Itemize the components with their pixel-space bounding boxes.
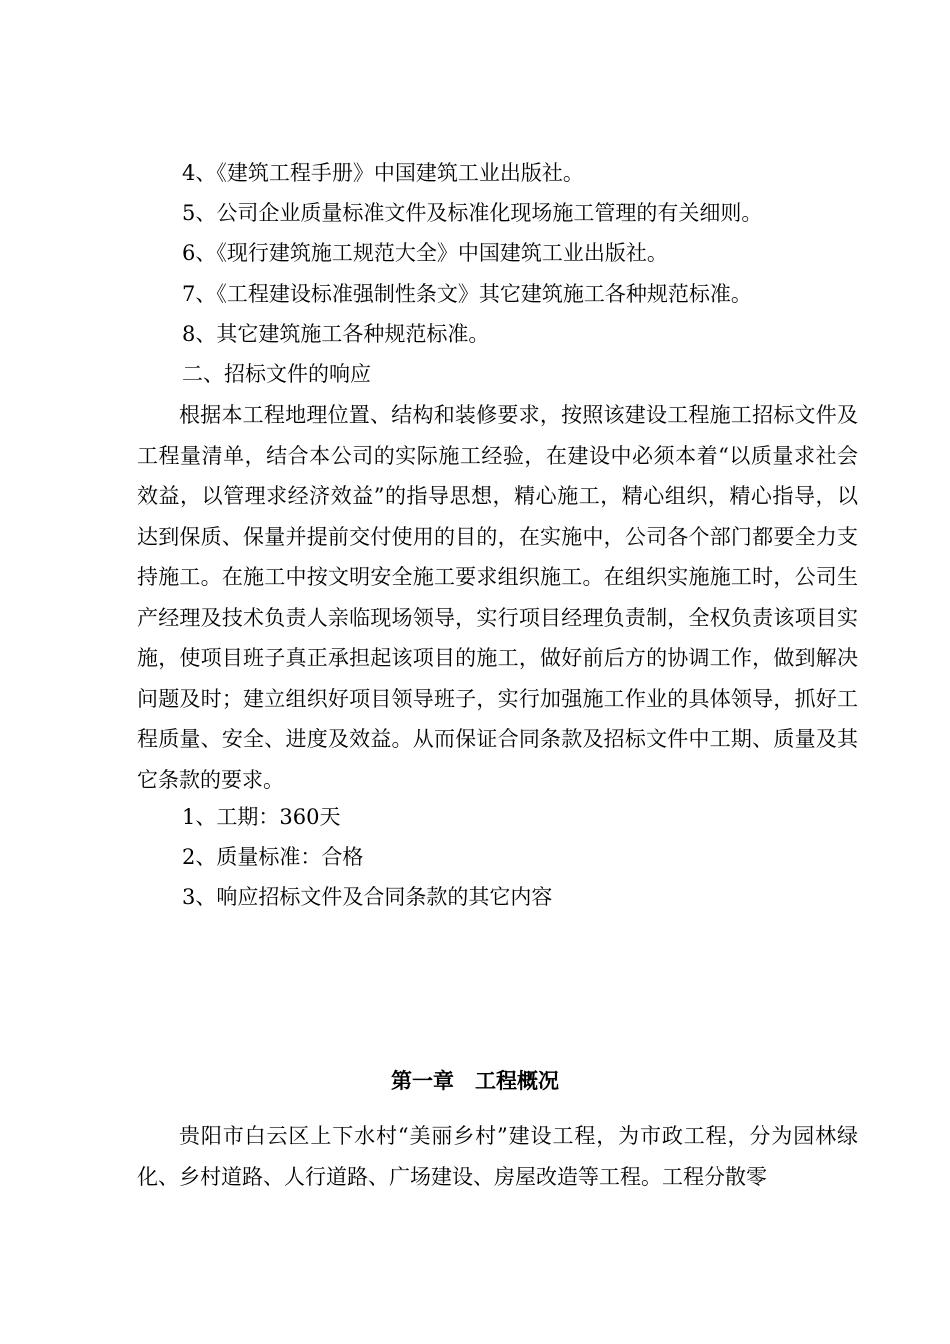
chapter-title: 第一章 工程概况 bbox=[391, 1069, 559, 1093]
response-item-duration: 1、工期：360天 bbox=[182, 805, 341, 829]
reference-item-8: 8、其它建筑施工各种规范标准。 bbox=[182, 322, 490, 346]
section-heading: 二、招标文件的响应 bbox=[182, 362, 371, 386]
reference-item-7: 7、《工程建设标准强制性条文》其它建筑施工各种规范标准。 bbox=[182, 282, 752, 306]
reference-item-5: 5、公司企业质量标准文件及标准化现场施工管理的有关细则。 bbox=[182, 201, 763, 225]
reference-item-6: 6、《现行建筑施工规范大全》中国建筑工业出版社。 bbox=[182, 241, 668, 265]
response-item-quality: 2、质量标准：合格 bbox=[182, 845, 364, 869]
chapter-paragraph: 贵阳市白云区上下水村“美丽乡村”建设工程，为市政工程，分为园林绿化、乡村道路、人行道路、广场建设、房屋改造等工程。工程分散零 bbox=[137, 1124, 858, 1189]
response-paragraph: 根据本工程地理位置、结构和装修要求，按照该建设工程施工招标文件及工程量清单，结合本公司的实际施工经验，在建设中必须本着“以质量求社会效益，以管理求经济效益”的指导思想，精心施工，精心组织，精心指导，以达到保质、保量并提前交付使用的目的，在实施中，公司各个部门都要全力支持施工。在施工中按文明安全施工要求组织施工。在组织实施施工时，公司生产经理及技术负责人亲临现场领导，实行项目经理负责制，全权负责该项目实施，使项目班子真正承担起该项目的施工，做好前后方的协调工作，做到解决问题及时；建立组织好项目领导班子，实行加强施工作业的具体领导，抓好工程质量、安全、进度及效益。从而保证合同条款及招标文件中工期、质量及其它条款的要求。 bbox=[137, 403, 858, 792]
response-item-other: 3、响应招标文件及合同条款的其它内容 bbox=[182, 885, 553, 909]
reference-item-4: 4、《建筑工程手册》中国建筑工业出版社。 bbox=[182, 161, 584, 185]
